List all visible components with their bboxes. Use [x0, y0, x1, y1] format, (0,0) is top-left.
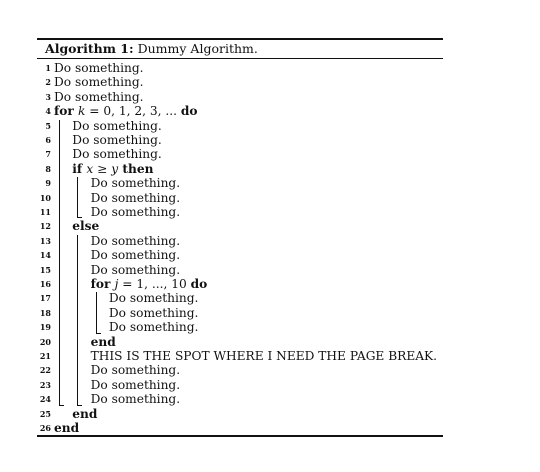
- line-number: 16: [39, 279, 51, 289]
- line-number: 23: [39, 379, 51, 390]
- line-code: [91, 277, 208, 291]
- line-number: 22: [39, 365, 51, 376]
- line-code: [109, 291, 199, 305]
- line-code: [72, 119, 162, 133]
- code-text: Do something.: [90, 363, 181, 378]
- block-indent-bar: [77, 235, 78, 405]
- math-var: x: [86, 161, 94, 176]
- code-text: Do something.: [72, 118, 162, 133]
- math-var: y: [111, 161, 119, 176]
- code-text: Do something.: [90, 392, 181, 407]
- block-indent-bar: [96, 292, 97, 332]
- line-number: 18: [39, 307, 51, 318]
- caption-text: Dummy Algorithm.: [137, 41, 258, 56]
- keyword: end: [90, 334, 116, 349]
- line-code: [91, 176, 181, 190]
- line-number: 3: [45, 91, 51, 102]
- code-text: Do something.: [72, 147, 162, 162]
- line-number: 1: [45, 63, 51, 73]
- algorithm-caption: [45, 40, 258, 57]
- block-end-hook: [96, 333, 101, 334]
- code-text: Do something.: [54, 89, 144, 104]
- block-end-hook: [77, 217, 82, 218]
- line-number: 19: [39, 322, 51, 333]
- line-code: [91, 248, 181, 262]
- line-code: [72, 407, 97, 421]
- code-text: Do something.: [90, 205, 181, 219]
- code-text: Do something.: [54, 61, 144, 75]
- line-code: [72, 162, 153, 176]
- line-number: 17: [39, 293, 51, 304]
- math-var: j: [114, 277, 119, 291]
- caption-rule: [37, 58, 443, 59]
- line-number: 12: [39, 221, 51, 232]
- line-number: 10: [39, 192, 51, 203]
- code-text: THIS IS THE SPOT WHERE I NEED THE PAGE BREAK.: [90, 349, 438, 363]
- line-number: 15: [39, 264, 51, 275]
- line-code: [72, 133, 162, 147]
- block-indent-bar: [59, 120, 60, 405]
- line-number: 6: [45, 135, 51, 145]
- code-text: = 1, ..., 10: [118, 277, 191, 291]
- code-text: Do something.: [90, 262, 181, 277]
- line-code: [54, 421, 79, 435]
- code-text: Do something.: [90, 190, 181, 205]
- keyword: else: [72, 219, 100, 234]
- line-code: [109, 320, 199, 334]
- code-text: Do something.: [54, 75, 144, 90]
- caption-label: Algorithm 1:: [45, 41, 134, 56]
- line-code: [109, 306, 199, 320]
- math-var: k: [78, 104, 86, 119]
- line-code: [91, 363, 181, 377]
- line-code: [54, 75, 144, 89]
- code-text: Do something.: [90, 176, 181, 191]
- keyword: then: [118, 161, 154, 176]
- code-text: Do something.: [90, 248, 181, 263]
- line-code: [91, 263, 181, 277]
- line-number: 9: [45, 178, 51, 189]
- line-number: 21: [39, 351, 51, 361]
- line-code: [91, 392, 181, 406]
- line-code: [72, 219, 99, 233]
- keyword: for: [90, 277, 115, 291]
- code-text: Do something.: [90, 377, 181, 392]
- code-text: Do something.: [108, 305, 199, 320]
- keyword: end: [72, 406, 98, 421]
- keyword: do: [190, 277, 208, 291]
- line-code: [54, 61, 144, 75]
- block-end-hook: [77, 405, 82, 406]
- line-number: 8: [45, 163, 51, 174]
- line-code: [91, 205, 181, 219]
- line-code: [54, 90, 144, 104]
- block-indent-bar: [77, 177, 78, 217]
- line-number: 20: [39, 336, 51, 347]
- line-code: [91, 378, 181, 392]
- line-number: 5: [45, 120, 51, 131]
- line-number: 25: [39, 408, 51, 419]
- line-number: 7: [45, 149, 51, 160]
- line-code: [91, 335, 116, 349]
- keyword: if: [72, 161, 87, 176]
- line-number: 26: [39, 423, 51, 433]
- line-code: [91, 234, 181, 248]
- block-end-hook: [59, 405, 64, 406]
- keyword: end: [54, 421, 80, 435]
- code-text: Do something.: [108, 320, 199, 335]
- line-number: 24: [39, 394, 51, 405]
- line-number: 13: [39, 235, 51, 246]
- line-code: [91, 349, 437, 363]
- line-number: 11: [39, 207, 51, 217]
- code-text: ≥: [93, 161, 112, 176]
- line-code: [91, 191, 181, 205]
- code-text: Do something.: [72, 133, 162, 147]
- code-text: Do something.: [90, 233, 181, 248]
- line-number: 2: [45, 77, 51, 88]
- keyword: for: [54, 104, 79, 119]
- code-text: Do something.: [108, 291, 199, 306]
- line-code: [72, 147, 162, 161]
- code-text: = 0, 1, 2, 3, ...: [85, 104, 181, 119]
- line-number: 14: [39, 250, 51, 261]
- line-number: 4: [45, 106, 51, 117]
- bottom-rule: [37, 435, 443, 437]
- line-code: [54, 104, 198, 118]
- keyword: do: [180, 104, 198, 119]
